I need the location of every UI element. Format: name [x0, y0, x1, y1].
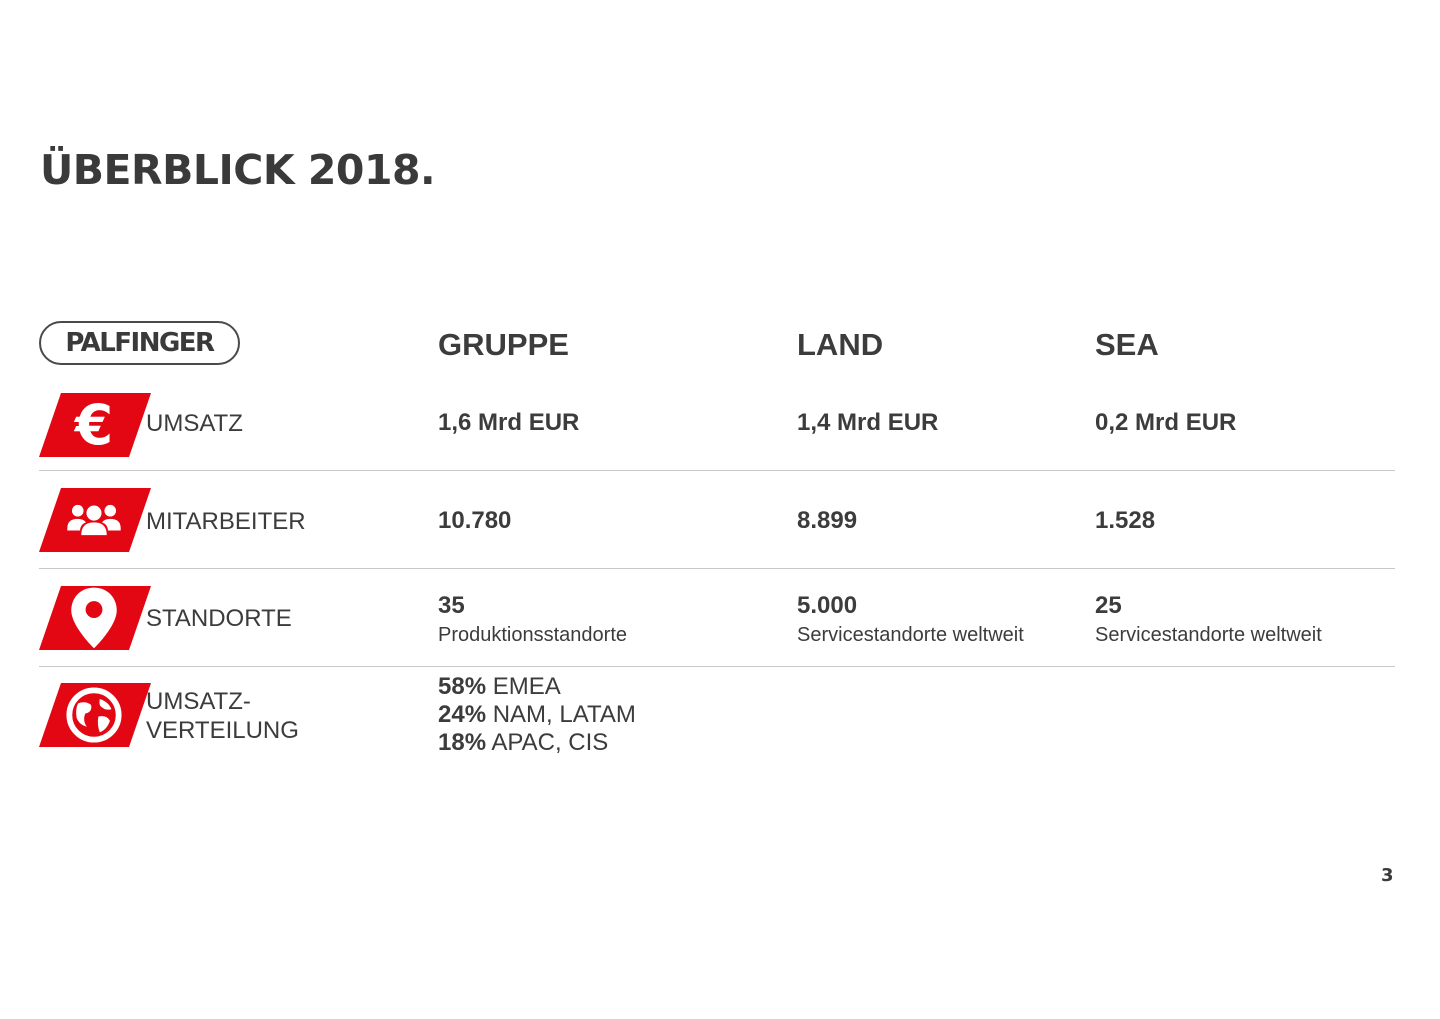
- mitarbeiter-badge: [39, 488, 151, 552]
- table-row-standorte: [39, 569, 1395, 667]
- euro-icon: [65, 393, 123, 457]
- column-header-gruppe: GRUPPE: [438, 327, 569, 362]
- umsatz-sea-value: 0,2 Mrd EUR: [1095, 409, 1237, 436]
- verteilung-list: [438, 673, 636, 757]
- table-row-umsatz: [39, 393, 1395, 471]
- location-pin-icon: [65, 598, 123, 638]
- table-row-mitarbeiter: [39, 471, 1395, 569]
- verteilung-item: 18% APAC, CIS: [438, 729, 609, 756]
- standorte-badge: [39, 586, 151, 650]
- svg-text:€: €: [74, 393, 114, 457]
- page-title: ÜBERBLICK 2018.: [40, 146, 436, 194]
- column-header-land: LAND: [797, 327, 884, 362]
- verteilung-badge: [39, 683, 151, 747]
- mitarbeiter-sea-value: 1.528: [1095, 507, 1156, 534]
- umsatz-badge: [39, 393, 151, 457]
- verteilung-item: 58% EMEA: [438, 673, 561, 700]
- people-icon: [65, 500, 123, 540]
- standorte-land-value: 5.000 Servicestandorte weltweit: [797, 592, 1024, 646]
- umsatz-land-value: 1,4 Mrd EUR: [797, 409, 939, 436]
- umsatz-gruppe-value: 1,6 Mrd EUR: [438, 409, 580, 436]
- standorte-gruppe-value: 35 Produktionsstandorte: [438, 592, 628, 646]
- mitarbeiter-land-value: 8.899: [797, 507, 858, 534]
- page-number: 3: [1381, 865, 1394, 886]
- globe-icon: [65, 695, 123, 735]
- row-label-umsatz: UMSATZ: [146, 410, 243, 437]
- verteilung-item: 24% NAM, LATAM: [438, 701, 636, 728]
- mitarbeiter-gruppe-value: 10.780: [438, 507, 512, 534]
- column-header-sea: SEA: [1095, 327, 1159, 362]
- standorte-sea-value: 25 Servicestandorte weltweit: [1095, 592, 1322, 646]
- palfinger-logo: PALFINGER: [39, 321, 240, 365]
- row-label-umsatzverteilung: UMSATZ- VERTEILUNG: [146, 688, 299, 744]
- table-row-umsatzverteilung: [39, 667, 1395, 767]
- row-label-standorte: STANDORTE: [146, 605, 292, 632]
- row-label-mitarbeiter: MITARBEITER: [146, 508, 306, 535]
